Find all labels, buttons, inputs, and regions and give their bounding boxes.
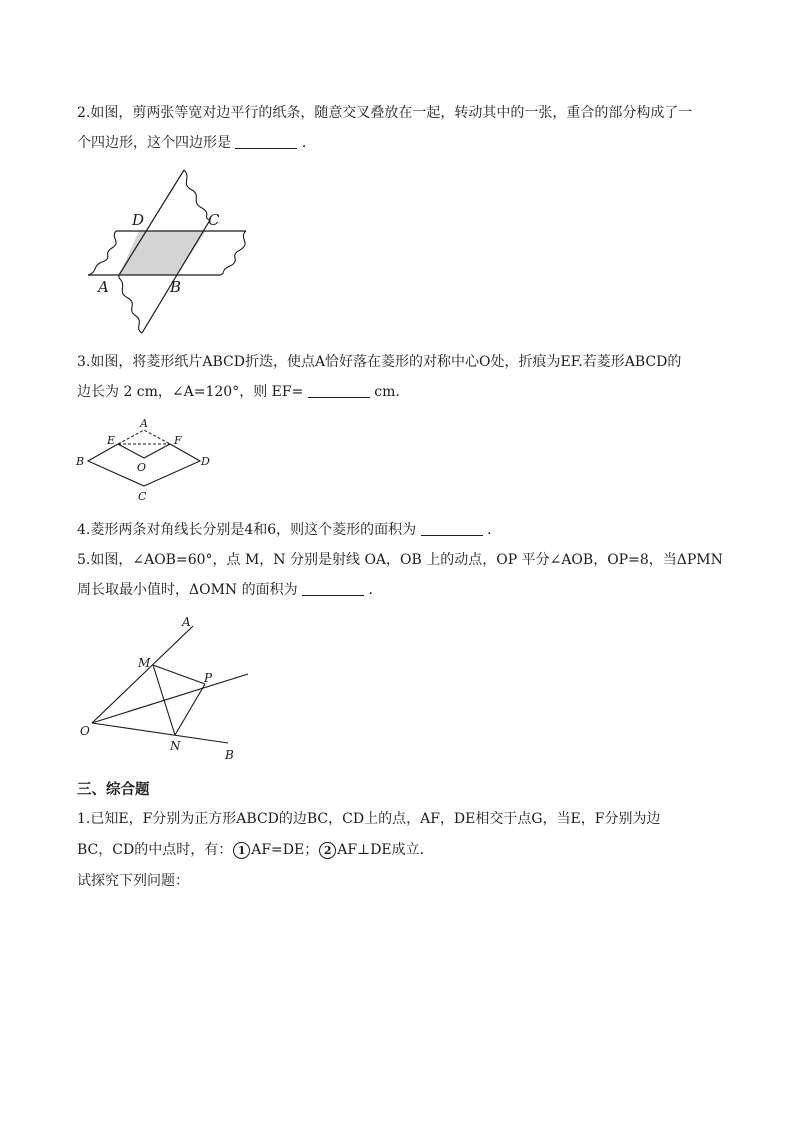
- label-F: F: [174, 434, 182, 447]
- q4-line1: [77, 520, 727, 540]
- q3-line1: 3.如图，将菱形纸片ABCD折迭，使点A恰好落在菱形的对称中心O处，折痕为EF.若菱形ABCD的: [77, 354, 682, 370]
- c1-line2-a: BC，CD的中点时，有：: [77, 842, 233, 858]
- strip-right-tear: [220, 231, 246, 275]
- ray-OP: [92, 674, 248, 723]
- q2-line1: 2.如图，剪两张等宽对边平行的纸条，随意交叉叠放在一起，转动其中的一张，重合的部分构成了一: [77, 105, 693, 121]
- q4-line1-end: ．: [487, 522, 502, 538]
- label-D: D: [132, 211, 145, 229]
- label-A: A: [182, 615, 191, 629]
- q3-line2-text: 边长为 2 cm，∠A=120°，则 EF=: [77, 384, 304, 400]
- c1-line1: 1.已知E，F分别为正方形ABCD的边BC，CD上的点，AF，DE相交于点G，当E，F分别为边: [77, 811, 661, 827]
- section-title: 三、综合题: [77, 782, 150, 798]
- c1-line2-c: AF⊥DE成立．: [337, 842, 434, 858]
- label-D: D: [201, 455, 210, 468]
- strip2-top-tear: [184, 170, 210, 220]
- c1-line2-b: AF=DE；: [251, 842, 319, 858]
- label-N: N: [170, 739, 181, 753]
- q3-line2: [77, 382, 727, 402]
- answer-blank: [308, 383, 370, 398]
- label-O: O: [80, 724, 90, 738]
- circled-number-1: 1: [233, 842, 250, 859]
- label-A: A: [98, 278, 109, 296]
- c1-line2: [77, 840, 727, 860]
- label-C: C: [208, 211, 220, 229]
- ray-OB: [92, 723, 228, 743]
- label-A: A: [140, 417, 148, 430]
- segment-MN: [153, 665, 175, 735]
- label-E: E: [107, 434, 116, 447]
- label-P: P: [204, 671, 213, 685]
- strip-left-tear: [88, 231, 116, 275]
- label-B: B: [76, 455, 85, 468]
- q2-line2-end: ．: [301, 135, 316, 151]
- q2-line2: [77, 133, 727, 153]
- q5-line2-text: 周长取最小值时，ΔOMN 的面积为: [77, 582, 298, 598]
- q2-line2-text: 个四边形，这个四边形是: [77, 135, 231, 151]
- q3-line2-end: cm.: [374, 384, 400, 400]
- folded-flap-dashed: [118, 430, 170, 444]
- q5-line1: 5.如图，∠AOB=60°，点 M，N 分别是射线 OA，OB 上的动点，OP 平分∠AOB，OP=8，当ΔPMN: [77, 552, 723, 568]
- folded-flap: [118, 444, 170, 458]
- label-B: B: [225, 748, 234, 762]
- circled-number-2: 2: [319, 842, 336, 859]
- label-M: M: [138, 656, 151, 670]
- strip2-bottom-tear: [119, 278, 142, 333]
- answer-blank: [421, 521, 483, 536]
- answer-blank: [235, 134, 297, 149]
- segment-MP: [153, 665, 205, 684]
- label-C: C: [138, 490, 147, 503]
- q5-line2-end: ．: [368, 582, 383, 598]
- q4-line1-text: 4.菱形两条对角线长分别是4和6，则这个菱形的面积为: [77, 522, 417, 538]
- q5-figure: [78, 614, 250, 764]
- answer-blank: [302, 581, 364, 596]
- label-O: O: [137, 461, 147, 474]
- q5-line2: [77, 580, 727, 600]
- q2-figure: [80, 168, 255, 338]
- label-B: B: [170, 278, 182, 296]
- q3-figure: [74, 416, 216, 506]
- c1-line3: 试探究下列问题：: [77, 873, 189, 889]
